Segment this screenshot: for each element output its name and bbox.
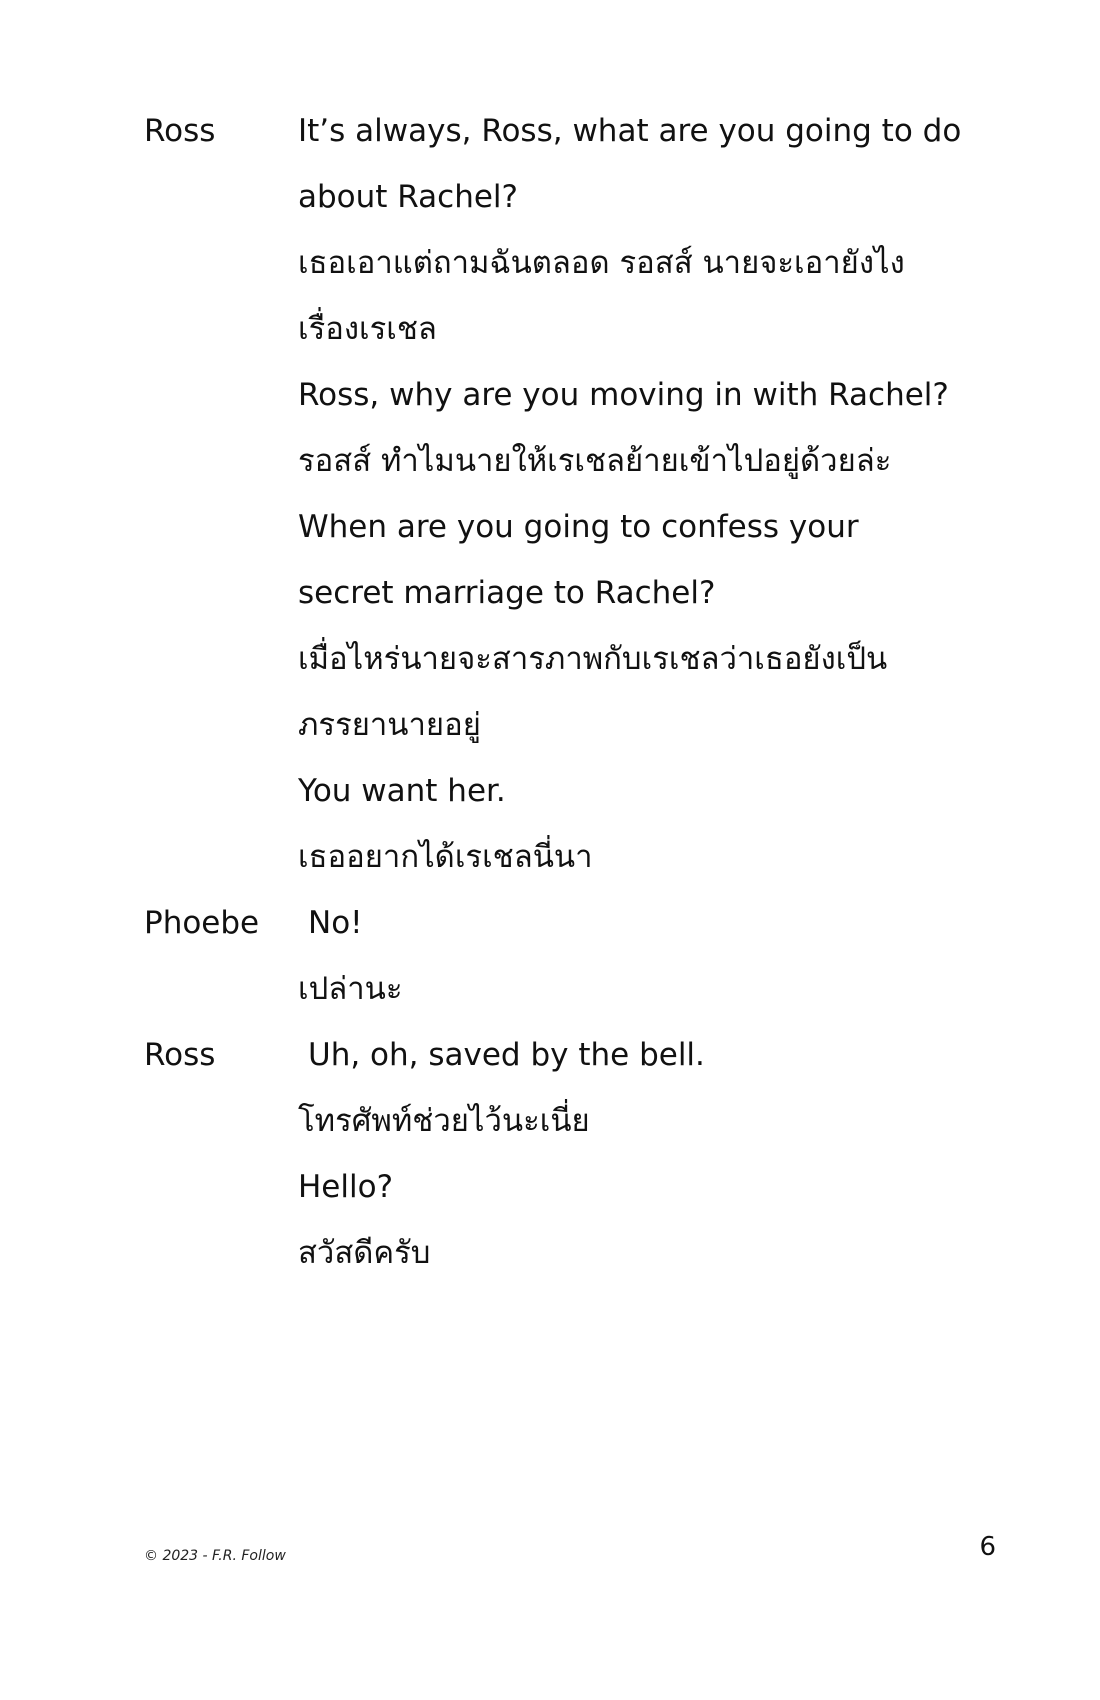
dialogue-line: เรื่องเรเชล (298, 311, 437, 347)
speaker-name: Ross (144, 1037, 216, 1073)
speaker-name: Phoebe (144, 905, 260, 941)
dialogue-line: When are you going to confess your (298, 509, 859, 545)
dialogue-line: เปล่านะ (298, 971, 403, 1007)
dialogue-lines (298, 890, 1014, 1022)
dialogue-line: ภรรยานายอยู่ (298, 707, 481, 743)
dialogue-line: secret marriage to Rachel? (298, 575, 716, 611)
dialogue-line: about Rachel? (298, 179, 518, 215)
dialogue-line: You want her. (298, 773, 506, 809)
dialogue-script (144, 98, 1014, 1286)
dialogue-line: เมื่อไหร่นายจะสารภาพกับเรเชลว่าเธอยังเป็น (298, 641, 888, 677)
dialogue-line: It’s always, Ross, what are you going to do (298, 113, 962, 149)
dialogue-line: No! (308, 905, 363, 941)
dialogue-line: Uh, oh, saved by the bell. (308, 1037, 705, 1073)
dialogue-lines (298, 98, 1014, 890)
dialogue-line: เธอเอาแต่ถามฉันตลอด รอสส์ นายจะเอายังไง (298, 245, 905, 281)
dialogue-block (144, 98, 1014, 890)
dialogue-lines (298, 1022, 1014, 1286)
dialogue-block (144, 1022, 1014, 1286)
page-number: 6 (979, 1532, 996, 1562)
dialogue-line: รอสส์ ทำไมนายให้เรเชลย้ายเข้าไปอยู่ด้วยล่ะ (298, 443, 892, 479)
dialogue-line: สวัสดีครับ (298, 1235, 431, 1271)
speaker-name: Ross (144, 113, 216, 149)
dialogue-block (144, 890, 1014, 1022)
copyright-notice: © 2023 - F.R. Follow (144, 1548, 286, 1564)
dialogue-line: Ross, why are you moving in with Rachel? (298, 377, 949, 413)
dialogue-line: โทรศัพท์ช่วยไว้นะเนี่ย (298, 1103, 590, 1139)
dialogue-line: เธออยากได้เรเชลนี่นา (298, 839, 593, 875)
dialogue-line: Hello? (298, 1169, 394, 1205)
